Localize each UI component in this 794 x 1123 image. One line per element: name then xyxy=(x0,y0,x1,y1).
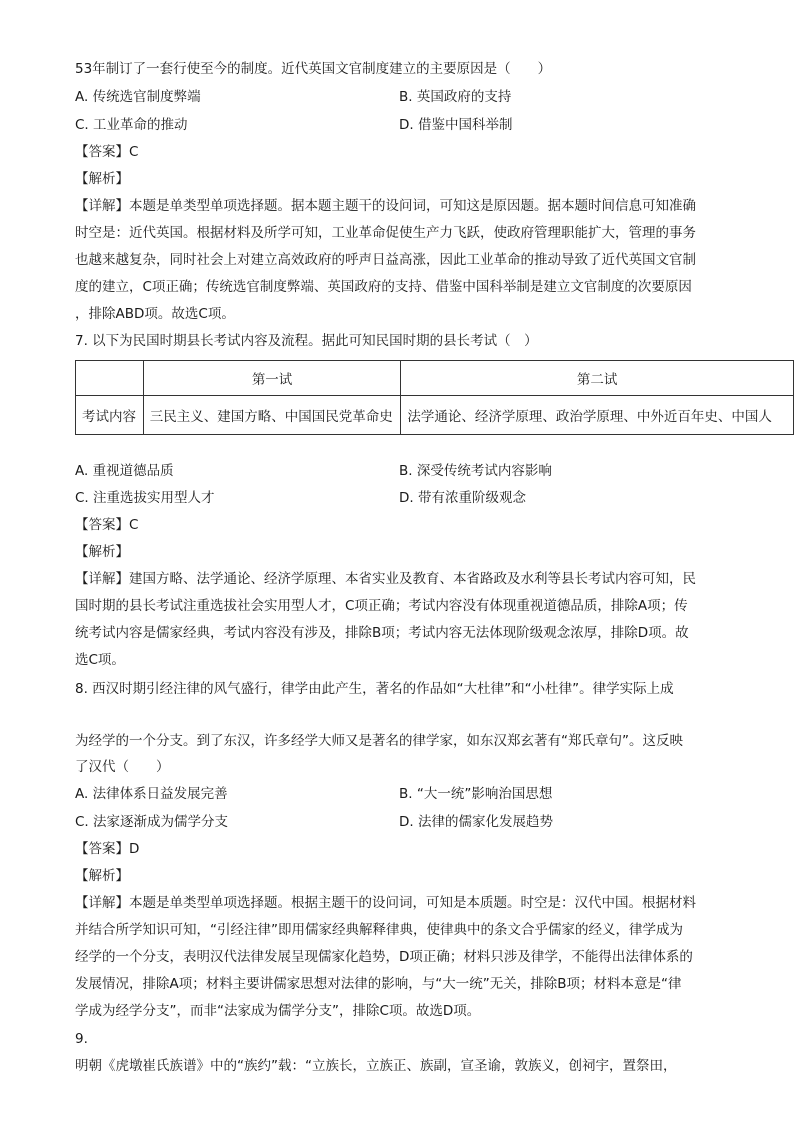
q8-answer: 【答案】D xyxy=(75,841,140,857)
q6-option-c: C. 工业革命的推动 xyxy=(75,117,188,133)
q6-detail-line: 时空是：近代英国。根据材料及所学可知，工业革命促使生产力飞跃，使政府管理职能扩大，管理的事务 xyxy=(75,225,696,241)
table-cell-first: 三民主义、建国方略、中国国民党革命史 xyxy=(143,396,401,435)
table-header-second: 第二试 xyxy=(401,361,794,396)
q6-detail-line: 也越来越复杂，同时社会上对建立高效政府的呼声日益高涨，因此工业革命的推动导致了近代英国文官制 xyxy=(75,252,696,268)
q6-analysis-label: 【解析】 xyxy=(75,171,129,187)
q8-detail-line: 发展情况，排除A项；材料主要讲儒家思想对法律的影响，与“大一统”无关，排除B项；材料本意是“律 xyxy=(75,976,682,992)
q7-option-c: C. 注重选拔实用型人才 xyxy=(75,490,215,506)
q6-stem: 53年制订了一套行使至今的制度。近代英国文官制度建立的主要原因是（ ） xyxy=(75,61,552,77)
q8-option-c: C. 法家逐渐成为儒学分支 xyxy=(75,814,229,830)
q8-option-a: A. 法律体系日益发展完善 xyxy=(75,786,228,802)
q7-detail-line: 【详解】建国方略、法学通论、经济学原理、本省实业及教育、本省路政及水利等县长考试内容可知，民 xyxy=(75,571,696,587)
q8-detail-line: 经学的一个分支，表明汉代法律发展呈现儒家化趋势，D项正确；材料只涉及律学，不能得出法律体系的 xyxy=(75,949,693,965)
q8-stem: 为经学的一个分支。到了东汉，许多经学大师又是著名的律学家，如东汉郑玄著有“郑氏章句”。这反映 xyxy=(75,733,683,749)
q7-answer: 【答案】C xyxy=(75,517,139,533)
q7-option-a: A. 重视道德品质 xyxy=(75,463,174,479)
q8-stem: 8. 西汉时期引经注律的风气盛行，律学由此产生，著名的作品如“大杜律”和“小杜律”。律学实际上成 xyxy=(75,681,674,697)
q6-answer: 【答案】C xyxy=(75,144,139,160)
q6-option-b: B. 英国政府的支持 xyxy=(399,89,512,105)
q7-stem: 7. 以下为民国时期县长考试内容及流程。据此可知民国时期的县长考试（ ） xyxy=(75,333,538,349)
table-header-empty xyxy=(76,361,144,396)
q8-detail-line: 【详解】本题是单类型单项选择题。根据主题干的设问词，可知是本质题。时空是：汉代中国。根据材料 xyxy=(75,895,696,911)
q7-detail-line: 国时期的县长考试注重选拔社会实用型人才，C项正确；考试内容没有体现重视道德品质，排除A项；传 xyxy=(75,598,688,614)
q7-option-b: B. 深受传统考试内容影响 xyxy=(399,463,552,479)
q7-option-d: D. 带有浓重阶级观念 xyxy=(399,490,526,506)
table-header-first: 第一试 xyxy=(143,361,401,396)
q6-detail-line: ，排除ABD项。故选C项。 xyxy=(75,306,235,322)
q7-detail-line: 选C项。 xyxy=(75,652,125,668)
q6-detail-line: 【详解】本题是单类型单项选择题。据本题主题干的设问词，可知这是原因题。据本题时间信息可知准确 xyxy=(75,198,696,214)
q6-option-d: D. 借鉴中国科举制 xyxy=(399,117,513,133)
q8-detail-line: 并结合所学知识可知，“引经注律”即用儒家经典解释律典，使律典中的条文合乎儒家的经义，律学成为 xyxy=(75,922,683,938)
q8-stem: 了汉代（ ） xyxy=(75,759,170,775)
table-cell-second: 法学通论、经济学原理、政治学原理、中外近百年史、中国人 xyxy=(401,396,794,435)
table-row-label: 考试内容 xyxy=(76,396,144,435)
q8-option-d: D. 法律的儒家化发展趋势 xyxy=(399,814,553,830)
q9-stem: 明朝《虎墩崔氏族谱》中的“族约”载：“立族长，立族正、族副，宣圣谕，敦族义，创祠宇，置祭田， xyxy=(75,1058,677,1074)
q6-option-a: A. 传统选官制度弊端 xyxy=(75,89,201,105)
q7-analysis-label: 【解析】 xyxy=(75,544,129,560)
q7-exam-table xyxy=(75,360,794,435)
q8-detail-line: 学成为经学分支”，而非“法家成为儒学分支”，排除C项。故选D项。 xyxy=(75,1003,481,1019)
q7-detail-line: 统考试内容是儒家经典，考试内容没有涉及，排除B项；考试内容无法体现阶级观念浓厚，排除D项。故 xyxy=(75,625,689,641)
q8-option-b: B. “大一统”影响治国思想 xyxy=(399,786,553,802)
q6-detail-line: 度的建立，C项正确；传统选官制度弊端、英国政府的支持、借鉴中国科举制是建立文官制度的次要原因 xyxy=(75,279,692,295)
q8-analysis-label: 【解析】 xyxy=(75,868,129,884)
q9-number: 9. xyxy=(75,1031,88,1047)
